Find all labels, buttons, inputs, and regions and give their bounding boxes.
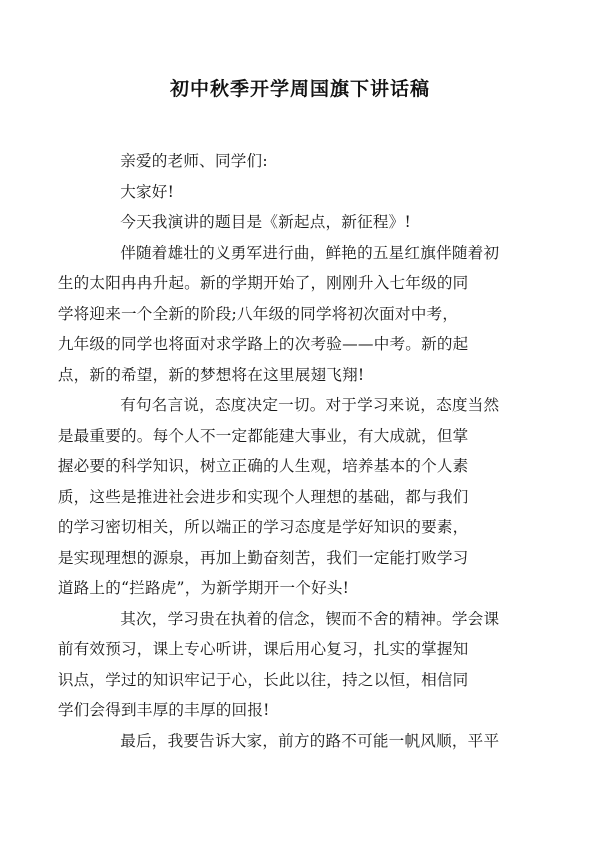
- text-line: 有句名言说，态度决定一切。对于学习来说，态度当然: [120, 396, 500, 414]
- text-line: 是实现理想的源泉，再加上勤奋刻苦，我们一定能打败学习: [57, 548, 469, 567]
- text-line: 伴随着雄壮的义勇军进行曲，鲜艳的五星红旗伴随着初: [120, 243, 500, 262]
- text-line: 亲爱的老师、同学们:: [120, 152, 268, 170]
- document-title: 初中秋季开学周国旗下讲话稿: [169, 78, 430, 100]
- paragraph-finally: [89, 726, 513, 757]
- paragraph-opening: [57, 238, 513, 391]
- text-line: 学们会得到丰厚的丰厚的回报!: [57, 701, 270, 719]
- greeting: [89, 177, 513, 208]
- text-line: 识点，学过的知识牢记于心，长此以往，持之以恒，相信同: [57, 670, 469, 689]
- paragraph-attitude: [57, 390, 513, 604]
- text-line: 最后，我要告诉大家，前方的路不可能一帆风顺，平平: [120, 731, 500, 750]
- text-line: 质，这些是推进社会进步和实现个人理想的基础，都与我们: [57, 487, 469, 506]
- salutation: [89, 146, 513, 177]
- text-line: 生的太阳冉冉升起。新的学期开始了，刚刚升入七年级的同: [57, 274, 469, 292]
- topic-paragraph: [89, 207, 513, 238]
- text-line: 其次，学习贵在执着的信念，锲而不舍的精神。学会课: [120, 609, 500, 628]
- text-line: 今天我演讲的题目是《新起点，新征程》!: [120, 213, 411, 231]
- text-line: 学将迎来一个全新的阶段;八年级的同学将初次面对中考，: [57, 304, 459, 323]
- text-line: 大家好!: [120, 182, 175, 201]
- text-line: 前有效预习，课上专心听讲，课后用心复习，扎实的掌握知: [57, 640, 469, 658]
- paragraph-persistence: [57, 604, 513, 726]
- text-line: 的学习密切相关，所以端正的学习态度是学好知识的要素，: [57, 518, 469, 536]
- document-body: [57, 146, 513, 756]
- text-line: 九年级的同学也将面对求学路上的次考验——中考。新的起: [57, 335, 469, 353]
- text-line: 握必要的科学知识，树立正确的人生观，培养基本的个人素: [57, 457, 469, 475]
- text-line: 点，新的希望，新的梦想将在这里展翅飞翔!: [57, 365, 365, 384]
- text-line: 道路上的“拦路虎”，为新学期开一个好头!: [57, 579, 350, 597]
- text-line: 是最重要的。每个人不一定都能建大事业，有大成就，但掌: [57, 426, 469, 445]
